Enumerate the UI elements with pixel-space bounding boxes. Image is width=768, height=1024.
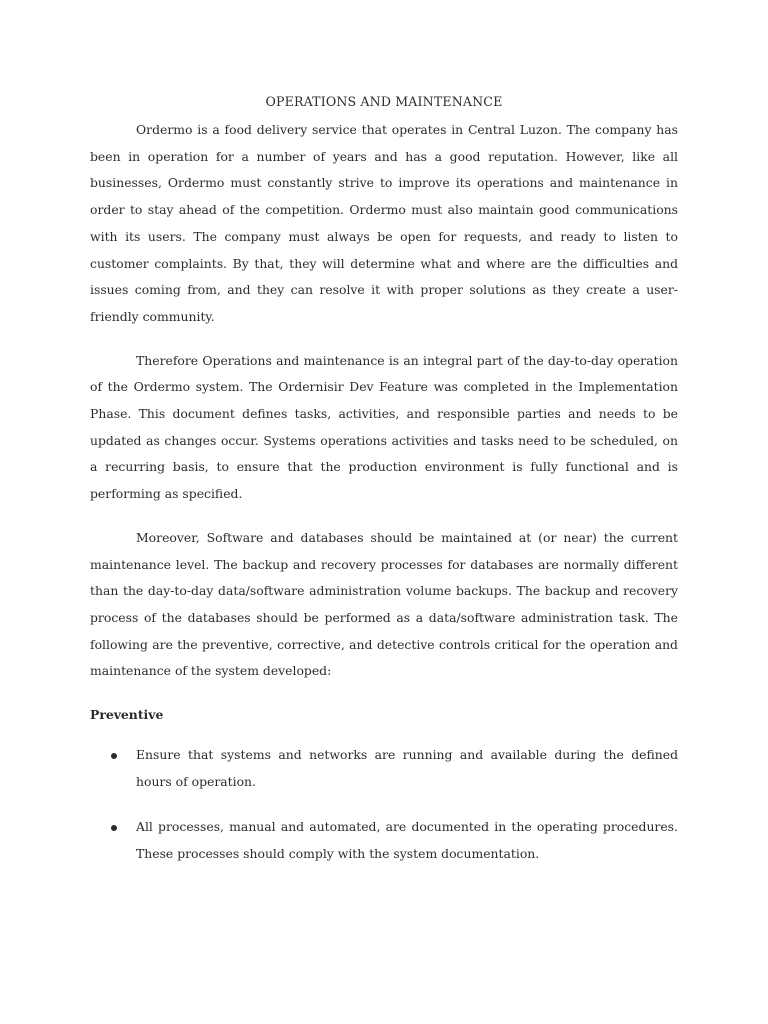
section-heading-preventive: Preventive (90, 707, 164, 723)
list-item (90, 742, 678, 795)
bullet-text: All processes, manual and automated, are documented in the operating procedures. These processes should comply with the system documentation. (136, 819, 678, 862)
list-item (90, 814, 678, 867)
paragraph-text: Operations and maintenance is an integral part of the day-to-day operation of the Ordermo system. The Ordernisir Dev Feature was completed in the Implementation Phase. This document defines tasks, activities, and responsible parties and needs to be updated as changes occur. Systems operations activities and tasks need to be scheduled, on a recurring basis, to ensure that the production environment is fully functional and is performing as specified. (90, 352, 678, 502)
paragraph-text: Moreover, Software and databases should be maintained at (or near) the current maintenance level. The backup and recovery processes for databases are normally different than the day-to-day data/software administration volume backups. The backup and recovery process of the databases should be performed as a data/software administration task. The following are the preventive, corrective, and detective controls critical for the operation and maintenance of the system developed: (90, 529, 678, 679)
paragraph-lead: Therefore (136, 352, 199, 368)
paragraph-moreover (90, 525, 678, 685)
paragraph-text: Ordermo is a food delivery service that operates in Central Luzon. The company has been in operation for a number of years and has a good reputation. However, like all businesses, Ordermo must constantly strive to improve its operations and maintenance in order to stay ahead of the competition. Ordermo must also maintain good communications with its users. The company must always be open for requests, and ready to listen to customer complaints. By that, they will determine what and where are the difficulties and issues coming from, and they can resolve it with proper solutions as they create a user-friendly community. (90, 122, 678, 324)
paragraph-therefore (90, 348, 678, 508)
paragraph-intro (90, 117, 678, 331)
preventive-bullet-list (90, 742, 678, 868)
bullet-icon (111, 825, 117, 831)
bullet-text: Ensure that systems and networks are running and available during the defined hours of operation. (136, 747, 678, 789)
bullet-icon (111, 753, 117, 759)
document-body (90, 93, 678, 887)
document-title: OPERATIONS AND MAINTENANCE (265, 94, 503, 109)
